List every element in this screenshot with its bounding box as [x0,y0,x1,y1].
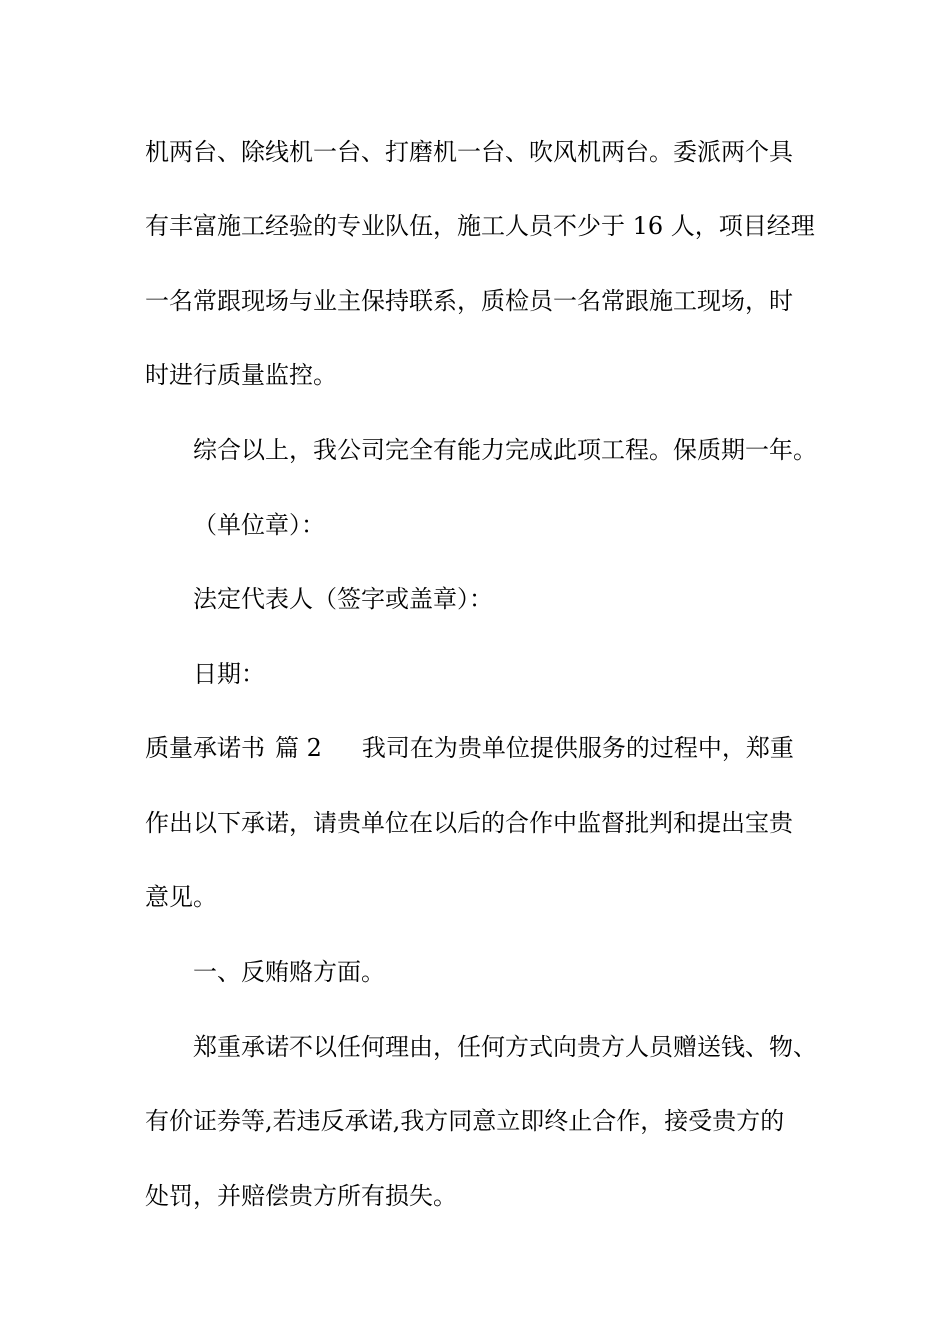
section-heading-line [145,731,794,765]
paragraph-line: 有价证券等,若违反承诺,我方同意立即终止合作，接受贵方的 [145,1107,785,1135]
paragraph-start: 我司在为贵单位提供服务的过程中，郑重 [361,734,794,762]
legal-representative-line: 法定代表人（签字或盖章）： [193,585,493,613]
paragraph-line: 意见。 [145,883,217,911]
paragraph-line: 作出以下承诺，请贵单位在以后的合作中监督批判和提出宝贵 [145,809,793,837]
seal-line: （单位章）： [193,511,325,539]
section-title: 质量承诺书 [145,734,265,762]
section-part: 篇 2 [275,734,322,762]
subheading: 一、反贿赂方面。 [193,958,385,986]
paragraph-line: 郑重承诺不以任何理由，任何方式向贵方人员赠送钱、物、 [193,1033,817,1061]
paragraph-line: 时进行质量监控。 [145,361,337,389]
paragraph-line: 处罚，并赔偿贵方所有损失。 [145,1182,457,1210]
date-line: 日期： [193,660,265,688]
paragraph-line: 有丰富施工经验的专业队伍，施工人员不少于 16 人，项目经理 [145,212,815,240]
paragraph-line: 综合以上，我公司完全有能力完成此项工程。保质期一年。 [193,436,817,464]
paragraph-line: 机两台、除线机一台、打磨机一台、吹风机两台。委派两个具 [145,138,793,166]
paragraph-line: 一名常跟现场与业主保持联系，质检员一名常跟施工现场，时 [145,287,793,315]
